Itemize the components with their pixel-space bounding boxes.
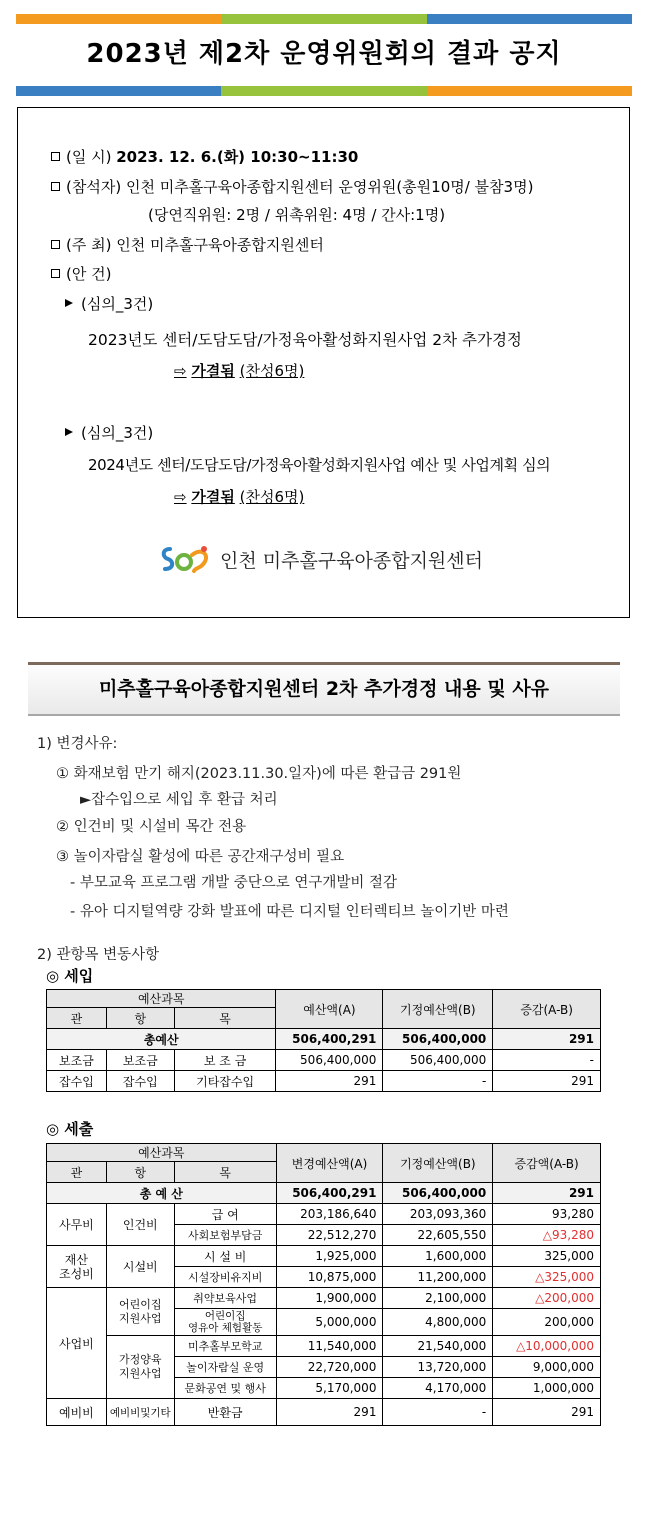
header-cell: 목 [174,1162,276,1183]
reason-1-sub: ►잡수입으로 세입 후 환급 처리 [80,792,278,808]
revenue-title: ◎ 세입 [46,967,94,985]
agenda-item-1-head [65,293,153,314]
table-row [47,1204,601,1225]
total-label: 총예산 [47,1029,276,1050]
center-logo [160,543,483,575]
mok-cell: 반환금 [174,1399,276,1426]
agenda-item-head: (심의_3건) [81,295,154,313]
a-cell: 5,170,000 [276,1378,383,1399]
b-cell: - [383,1399,493,1426]
agenda-item-2-body: 2024년도 센터/도담도담/가정육아활성화지원사업 예산 및 사업계획 심의 [88,456,551,474]
mok-cell: 보 조 금 [174,1050,276,1071]
a-cell: 1,900,000 [276,1288,383,1309]
header-cell: 기정예산액(B) [383,990,493,1029]
mok-cell: 어린이집 영유아 체험활동 [174,1309,276,1336]
b-cell: - [383,1071,493,1092]
diff-cell: △93,280 [493,1225,601,1246]
a-cell: 22,512,270 [276,1225,383,1246]
arrow-icon: ⇨ [174,488,187,506]
result-text: 가결됨 [191,488,235,506]
attendees-detail: (당연직위원: 2명 / 위촉위원: 4명 / 간사:1명) [148,206,446,224]
header-cell: 목 [174,1008,276,1029]
mok-cell: 기타잡수입 [174,1071,276,1092]
a-cell: 1,925,000 [276,1246,383,1267]
arrow-icon: ⇨ [174,362,187,380]
result-text: 가결됨 [191,362,235,380]
b-cell: 11,200,000 [383,1267,493,1288]
triangle-bullet-icon [65,428,73,436]
header-cell: 항 [106,1162,174,1183]
header-cell: 증감(A-B) [493,990,601,1029]
mok-cell: 시설장비유지비 [174,1267,276,1288]
reason-3: ③ 놀이자람실 활성에 따른 공간재구성비 필요 [56,849,345,865]
table-row [47,1399,601,1426]
agenda-line [51,263,111,284]
checkbox-square-icon [51,269,60,278]
agenda-item-2-head [65,422,153,443]
notice-box [17,107,630,618]
a-cell: 5,000,000 [276,1309,383,1336]
agenda-item-2-result [174,486,304,507]
diff-cell: 200,000 [493,1309,601,1336]
mok-cell: 미추홀부모학교 [174,1336,276,1357]
diff-cell: △200,000 [493,1288,601,1309]
table-row [47,1246,601,1267]
total-diff: 291 [493,1183,601,1204]
band-green [221,14,427,24]
table-row [47,1288,601,1309]
triangle-bullet-icon [65,299,73,307]
header-cell: 항 [106,1008,174,1029]
header-group: 예산과목 [47,990,276,1008]
mok-cell: 사회보험부담금 [174,1225,276,1246]
header-cell: 증감액(A-B) [493,1144,601,1183]
hang-cell: 어린이집 지원사업 [106,1288,174,1336]
diff-cell: 291 [493,1399,601,1426]
header-group: 예산과목 [47,1144,277,1162]
total-b: 506,400,000 [383,1183,493,1204]
diff-cell: 1,000,000 [493,1378,601,1399]
reason-1: ① 화재보험 만기 해지(2023.11.30.일자)에 따른 환급금 291원 [56,766,462,782]
hang-cell: 보조금 [106,1050,174,1071]
total-row [47,1029,601,1050]
host-value: 인천 미추홀구육아종합지원센터 [116,236,324,254]
votes-text: (찬성6명) [239,362,305,380]
attendees-label: (참석자) [66,178,122,196]
checkbox-square-icon [51,182,60,191]
votes-text: (찬성6명) [239,488,305,506]
diff-cell: 291 [493,1071,601,1092]
hang-cell: 예비비및기타 [106,1399,174,1426]
band-orange [16,14,221,24]
gwan-cell: 사무비 [47,1204,107,1246]
band-green [221,86,427,96]
a-cell: 11,540,000 [276,1336,383,1357]
total-row [47,1183,601,1204]
total-label: 총 예 산 [47,1183,277,1204]
date-label: (일 시) [66,148,112,166]
b-cell: 13,720,000 [383,1357,493,1378]
table-row [47,1336,601,1357]
attendees-value: 인천 미추홀구육아종합지원센터 운영위원(총원10명/ 불참3명) [125,178,534,196]
agenda-item-1-body: 2023년도 센터/도담도담/가정육아활성화지원사업 2차 추가경정 [88,331,522,349]
band-orange [427,86,632,96]
mok-cell: 문화공연 및 행사 [174,1378,276,1399]
reason-3-sub-2: - 유아 디지털역량 강화 발표에 따른 디지털 인터렉티브 놀이기반 마련 [70,904,509,920]
expense-title: ◎ 세출 [46,1120,94,1138]
band-blue [427,14,632,24]
diff-cell: 93,280 [493,1204,601,1225]
changes-heading: 2) 관항목 변동사항 [37,947,160,963]
total-b: 506,400,000 [383,1029,493,1050]
hang-cell: 인건비 [106,1204,174,1246]
b-cell: 203,093,360 [383,1204,493,1225]
diff-cell: 325,000 [493,1246,601,1267]
hang-cell: 가정양육 지원사업 [106,1336,174,1399]
bottom-color-band [16,86,632,96]
reason-2: ② 인건비 및 시설비 목간 전용 [56,819,247,835]
header-cell: 기정예산액(B) [383,1144,493,1183]
agenda-label: (안 건) [66,265,112,283]
mok-cell: 시 설 비 [174,1246,276,1267]
mok-cell: 급 여 [174,1204,276,1225]
host-line [51,234,324,255]
a-cell: 10,875,000 [276,1267,383,1288]
expense-table [46,1143,601,1426]
page-title: 2023년 제2차 운영위원회의 결과 공지 [86,39,562,69]
header-cell: 변경예산액(A) [276,1144,383,1183]
table-row [47,1050,601,1071]
b-cell: 4,170,000 [383,1378,493,1399]
b-cell: 1,600,000 [383,1246,493,1267]
top-color-band [16,14,632,24]
a-cell: 203,186,640 [276,1204,383,1225]
a-cell: 291 [276,1399,383,1426]
a-cell: 22,720,000 [276,1357,383,1378]
total-a: 506,400,291 [276,1183,383,1204]
header-cell: 예산액(A) [276,990,383,1029]
mok-cell: 취약보육사업 [174,1288,276,1309]
date-value: 2023. 12. 6.(화) 10:30~11:30 [116,148,359,166]
reasons-heading: 1) 변경사유: [37,736,118,752]
diff-cell: △10,000,000 [493,1336,601,1357]
table-header-row [47,1144,601,1162]
date-line [51,146,358,167]
a-cell: 291 [276,1071,383,1092]
mok-cell: 놀이자람실 운영 [174,1357,276,1378]
total-diff: 291 [493,1029,601,1050]
table-row [47,1071,601,1092]
checkbox-square-icon [51,240,60,249]
total-a: 506,400,291 [276,1029,383,1050]
band-blue [16,86,221,96]
b-cell: 506,400,000 [383,1050,493,1071]
table-header-row [47,990,601,1008]
b-cell: 21,540,000 [383,1336,493,1357]
diff-cell: - [493,1050,601,1071]
logo-text: 인천 미추홀구육아종합지원센터 [220,549,483,572]
diff-cell: △325,000 [493,1267,601,1288]
hang-cell: 시설비 [106,1246,174,1288]
header-cell: 관 [47,1008,107,1029]
gwan-cell: 사업비 [47,1288,107,1399]
agenda-item-head: (심의_3건) [81,424,154,442]
hang-cell: 잡수입 [106,1071,174,1092]
agenda-item-1-result [174,360,304,381]
gwan-cell: 보조금 [47,1050,107,1071]
gwan-cell: 잡수입 [47,1071,107,1092]
gwan-cell: 재산 조성비 [47,1246,107,1288]
a-cell: 506,400,000 [276,1050,383,1071]
diff-cell: 9,000,000 [493,1357,601,1378]
b-cell: 2,100,000 [383,1288,493,1309]
center-logo-icon [160,543,212,575]
revenue-table [46,989,601,1092]
checkbox-square-icon [51,152,60,161]
host-label: (주 최) [66,236,112,254]
reason-3-sub-1: - 부모교육 프로그램 개발 중단으로 연구개발비 절감 [70,875,398,891]
gwan-cell: 예비비 [47,1399,107,1426]
attendees-line [51,176,533,197]
b-cell: 4,800,000 [383,1309,493,1336]
b-cell: 22,605,550 [383,1225,493,1246]
section2-title: 미추홀구육아종합지원센터 2차 추가경정 내용 및 사유 [28,662,620,716]
header-cell: 관 [47,1162,107,1183]
